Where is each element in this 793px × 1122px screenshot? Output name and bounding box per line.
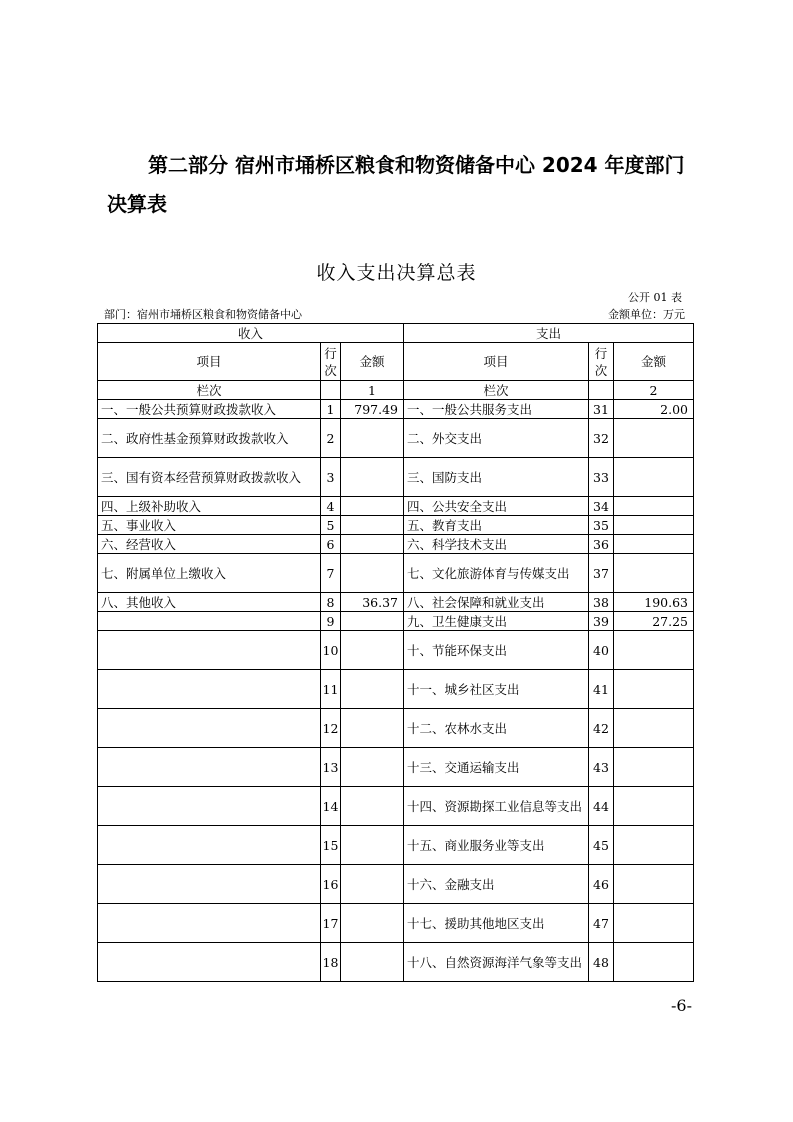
expense-item-cell: 十八、自然资源海洋气象等支出 bbox=[404, 943, 589, 982]
income-line-cell: 7 bbox=[321, 554, 341, 593]
expense-amount-cell bbox=[614, 631, 694, 670]
expense-line-cell: 42 bbox=[589, 709, 614, 748]
income-amount-cell bbox=[341, 612, 404, 631]
column-index-row bbox=[98, 381, 694, 400]
expense-line-cell: 33 bbox=[589, 458, 614, 497]
income-amount-cell bbox=[341, 826, 404, 865]
income-line-header: 行次 bbox=[321, 343, 341, 381]
income-amount-cell bbox=[341, 865, 404, 904]
expense-item-cell: 一、一般公共服务支出 bbox=[404, 400, 589, 419]
page-number: -6- bbox=[671, 996, 692, 1015]
income-amount-cell bbox=[341, 497, 404, 516]
expense-line-cell: 48 bbox=[589, 943, 614, 982]
table-row bbox=[98, 554, 694, 593]
table-row bbox=[98, 670, 694, 709]
heading-line-1: 第二部分 宿州市埇桥区粮食和物资储备中心 2024 年度部门 bbox=[148, 153, 685, 177]
table-row bbox=[98, 516, 694, 535]
expense-amount-cell bbox=[614, 904, 694, 943]
expense-item-cell: 九、卫生健康支出 bbox=[404, 612, 589, 631]
expense-amount-cell bbox=[614, 748, 694, 787]
income-amount-header: 金额 bbox=[341, 343, 404, 381]
expense-line-cell: 40 bbox=[589, 631, 614, 670]
income-item-cell bbox=[98, 612, 321, 631]
expense-amount-cell bbox=[614, 943, 694, 982]
income-item-cell bbox=[98, 943, 321, 982]
income-amount-cell: 36.37 bbox=[341, 593, 404, 612]
expense-line-cell: 34 bbox=[589, 497, 614, 516]
expense-header: 支出 bbox=[404, 324, 694, 343]
income-line-cell: 8 bbox=[321, 593, 341, 612]
document-heading bbox=[107, 146, 707, 224]
table-row bbox=[98, 458, 694, 497]
income-expense-table bbox=[97, 323, 694, 982]
expense-line-cell: 32 bbox=[589, 419, 614, 458]
income-line-cell: 2 bbox=[321, 419, 341, 458]
expense-col-index: 2 bbox=[614, 381, 694, 400]
income-item-cell bbox=[98, 826, 321, 865]
expense-item-cell: 十二、农林水支出 bbox=[404, 709, 589, 748]
income-col-index: 1 bbox=[341, 381, 404, 400]
expense-amount-cell bbox=[614, 670, 694, 709]
expense-amount-cell bbox=[614, 497, 694, 516]
table-row bbox=[98, 612, 694, 631]
income-item-cell: 四、上级补助收入 bbox=[98, 497, 321, 516]
expense-amount-header: 金额 bbox=[614, 343, 694, 381]
income-line-cell: 14 bbox=[321, 787, 341, 826]
income-line-cell: 13 bbox=[321, 748, 341, 787]
expense-line-cell: 45 bbox=[589, 826, 614, 865]
income-line-cell: 15 bbox=[321, 826, 341, 865]
income-amount-cell bbox=[341, 516, 404, 535]
expense-amount-cell bbox=[614, 787, 694, 826]
expense-item-cell: 十七、援助其他地区支出 bbox=[404, 904, 589, 943]
income-item-cell bbox=[98, 904, 321, 943]
expense-amount-cell: 2.00 bbox=[614, 400, 694, 419]
expense-item-cell: 二、外交支出 bbox=[404, 419, 589, 458]
table-group-header-row bbox=[98, 324, 694, 343]
expense-amount-cell: 27.25 bbox=[614, 612, 694, 631]
expense-item-cell: 五、教育支出 bbox=[404, 516, 589, 535]
expense-item-cell: 十四、资源勘探工业信息等支出 bbox=[404, 787, 589, 826]
income-amount-cell bbox=[341, 419, 404, 458]
table-row bbox=[98, 631, 694, 670]
expense-amount-cell bbox=[614, 516, 694, 535]
income-item-cell: 六、经营收入 bbox=[98, 535, 321, 554]
expense-item-cell: 十一、城乡社区支出 bbox=[404, 670, 589, 709]
income-item-cell: 七、附属单位上缴收入 bbox=[98, 554, 321, 593]
income-line-cell: 10 bbox=[321, 631, 341, 670]
income-header: 收入 bbox=[98, 324, 404, 343]
income-amount-cell bbox=[341, 554, 404, 593]
table-column-header-row bbox=[98, 343, 694, 381]
income-amount-cell bbox=[341, 787, 404, 826]
table-row bbox=[98, 748, 694, 787]
expense-item-cell: 十六、金融支出 bbox=[404, 865, 589, 904]
table-row bbox=[98, 497, 694, 516]
expense-line-cell: 38 bbox=[589, 593, 614, 612]
income-amount-cell bbox=[341, 748, 404, 787]
expense-item-cell: 三、国防支出 bbox=[404, 458, 589, 497]
department-label: 部门：宿州市埇桥区粮食和物资储备中心 bbox=[104, 308, 302, 321]
income-item-cell bbox=[98, 709, 321, 748]
income-line-cell: 1 bbox=[321, 400, 341, 419]
expense-line-cell: 47 bbox=[589, 904, 614, 943]
income-item-cell bbox=[98, 631, 321, 670]
expense-item-cell: 十五、商业服务业等支出 bbox=[404, 826, 589, 865]
table-row bbox=[98, 535, 694, 554]
income-item-cell: 一、一般公共预算财政拨款收入 bbox=[98, 400, 321, 419]
expense-amount-cell bbox=[614, 826, 694, 865]
table-row bbox=[98, 419, 694, 458]
income-amount-cell: 797.49 bbox=[341, 400, 404, 419]
income-item-cell bbox=[98, 787, 321, 826]
expense-col-index-empty bbox=[589, 381, 614, 400]
income-line-cell: 17 bbox=[321, 904, 341, 943]
income-col-index-empty bbox=[321, 381, 341, 400]
income-amount-cell bbox=[341, 670, 404, 709]
expense-amount-cell bbox=[614, 535, 694, 554]
income-amount-cell bbox=[341, 631, 404, 670]
expense-item-cell: 七、文化旅游体育与传媒支出 bbox=[404, 554, 589, 593]
table-row bbox=[98, 787, 694, 826]
form-number: 公开 01 表 bbox=[628, 291, 682, 304]
expense-amount-cell bbox=[614, 709, 694, 748]
income-line-cell: 9 bbox=[321, 612, 341, 631]
income-item-cell: 三、国有资本经营预算财政拨款收入 bbox=[98, 458, 321, 497]
expense-item-cell: 六、科学技术支出 bbox=[404, 535, 589, 554]
income-amount-cell bbox=[341, 458, 404, 497]
table-title: 收入支出决算总表 bbox=[316, 262, 477, 284]
expense-amount-cell bbox=[614, 865, 694, 904]
expense-line-cell: 41 bbox=[589, 670, 614, 709]
expense-amount-cell: 190.63 bbox=[614, 593, 694, 612]
expense-amount-cell bbox=[614, 458, 694, 497]
expense-line-cell: 31 bbox=[589, 400, 614, 419]
income-line-cell: 11 bbox=[321, 670, 341, 709]
table-row bbox=[98, 904, 694, 943]
expense-line-cell: 36 bbox=[589, 535, 614, 554]
table-row bbox=[98, 709, 694, 748]
table-row bbox=[98, 865, 694, 904]
heading-line-2: 决算表 bbox=[107, 192, 167, 216]
income-item-cell bbox=[98, 865, 321, 904]
expense-item-cell: 八、社会保障和就业支出 bbox=[404, 593, 589, 612]
income-amount-cell bbox=[341, 904, 404, 943]
income-line-cell: 5 bbox=[321, 516, 341, 535]
expense-line-cell: 46 bbox=[589, 865, 614, 904]
income-item-header: 项目 bbox=[98, 343, 321, 381]
income-item-cell bbox=[98, 748, 321, 787]
expense-line-cell: 39 bbox=[589, 612, 614, 631]
income-item-cell: 五、事业收入 bbox=[98, 516, 321, 535]
income-line-cell: 12 bbox=[321, 709, 341, 748]
income-item-cell bbox=[98, 670, 321, 709]
expense-item-cell: 十、节能环保支出 bbox=[404, 631, 589, 670]
income-line-cell: 4 bbox=[321, 497, 341, 516]
income-line-cell: 6 bbox=[321, 535, 341, 554]
expense-item-cell: 四、公共安全支出 bbox=[404, 497, 589, 516]
expense-line-cell: 44 bbox=[589, 787, 614, 826]
expense-col-index-label: 栏次 bbox=[404, 381, 589, 400]
expense-item-header: 项目 bbox=[404, 343, 589, 381]
income-item-cell: 二、政府性基金预算财政拨款收入 bbox=[98, 419, 321, 458]
expense-amount-cell bbox=[614, 419, 694, 458]
expense-line-header: 行次 bbox=[589, 343, 614, 381]
expense-line-cell: 43 bbox=[589, 748, 614, 787]
expense-amount-cell bbox=[614, 554, 694, 593]
expense-line-cell: 37 bbox=[589, 554, 614, 593]
income-line-cell: 16 bbox=[321, 865, 341, 904]
income-col-index-label: 栏次 bbox=[98, 381, 321, 400]
table-row bbox=[98, 943, 694, 982]
income-amount-cell bbox=[341, 535, 404, 554]
expense-line-cell: 35 bbox=[589, 516, 614, 535]
income-amount-cell bbox=[341, 943, 404, 982]
income-item-cell: 八、其他收入 bbox=[98, 593, 321, 612]
table-row bbox=[98, 593, 694, 612]
income-line-cell: 3 bbox=[321, 458, 341, 497]
table-row bbox=[98, 400, 694, 419]
income-amount-cell bbox=[341, 709, 404, 748]
expense-item-cell: 十三、交通运输支出 bbox=[404, 748, 589, 787]
amount-unit-label: 金额单位：万元 bbox=[608, 308, 685, 321]
table-row bbox=[98, 826, 694, 865]
income-line-cell: 18 bbox=[321, 943, 341, 982]
